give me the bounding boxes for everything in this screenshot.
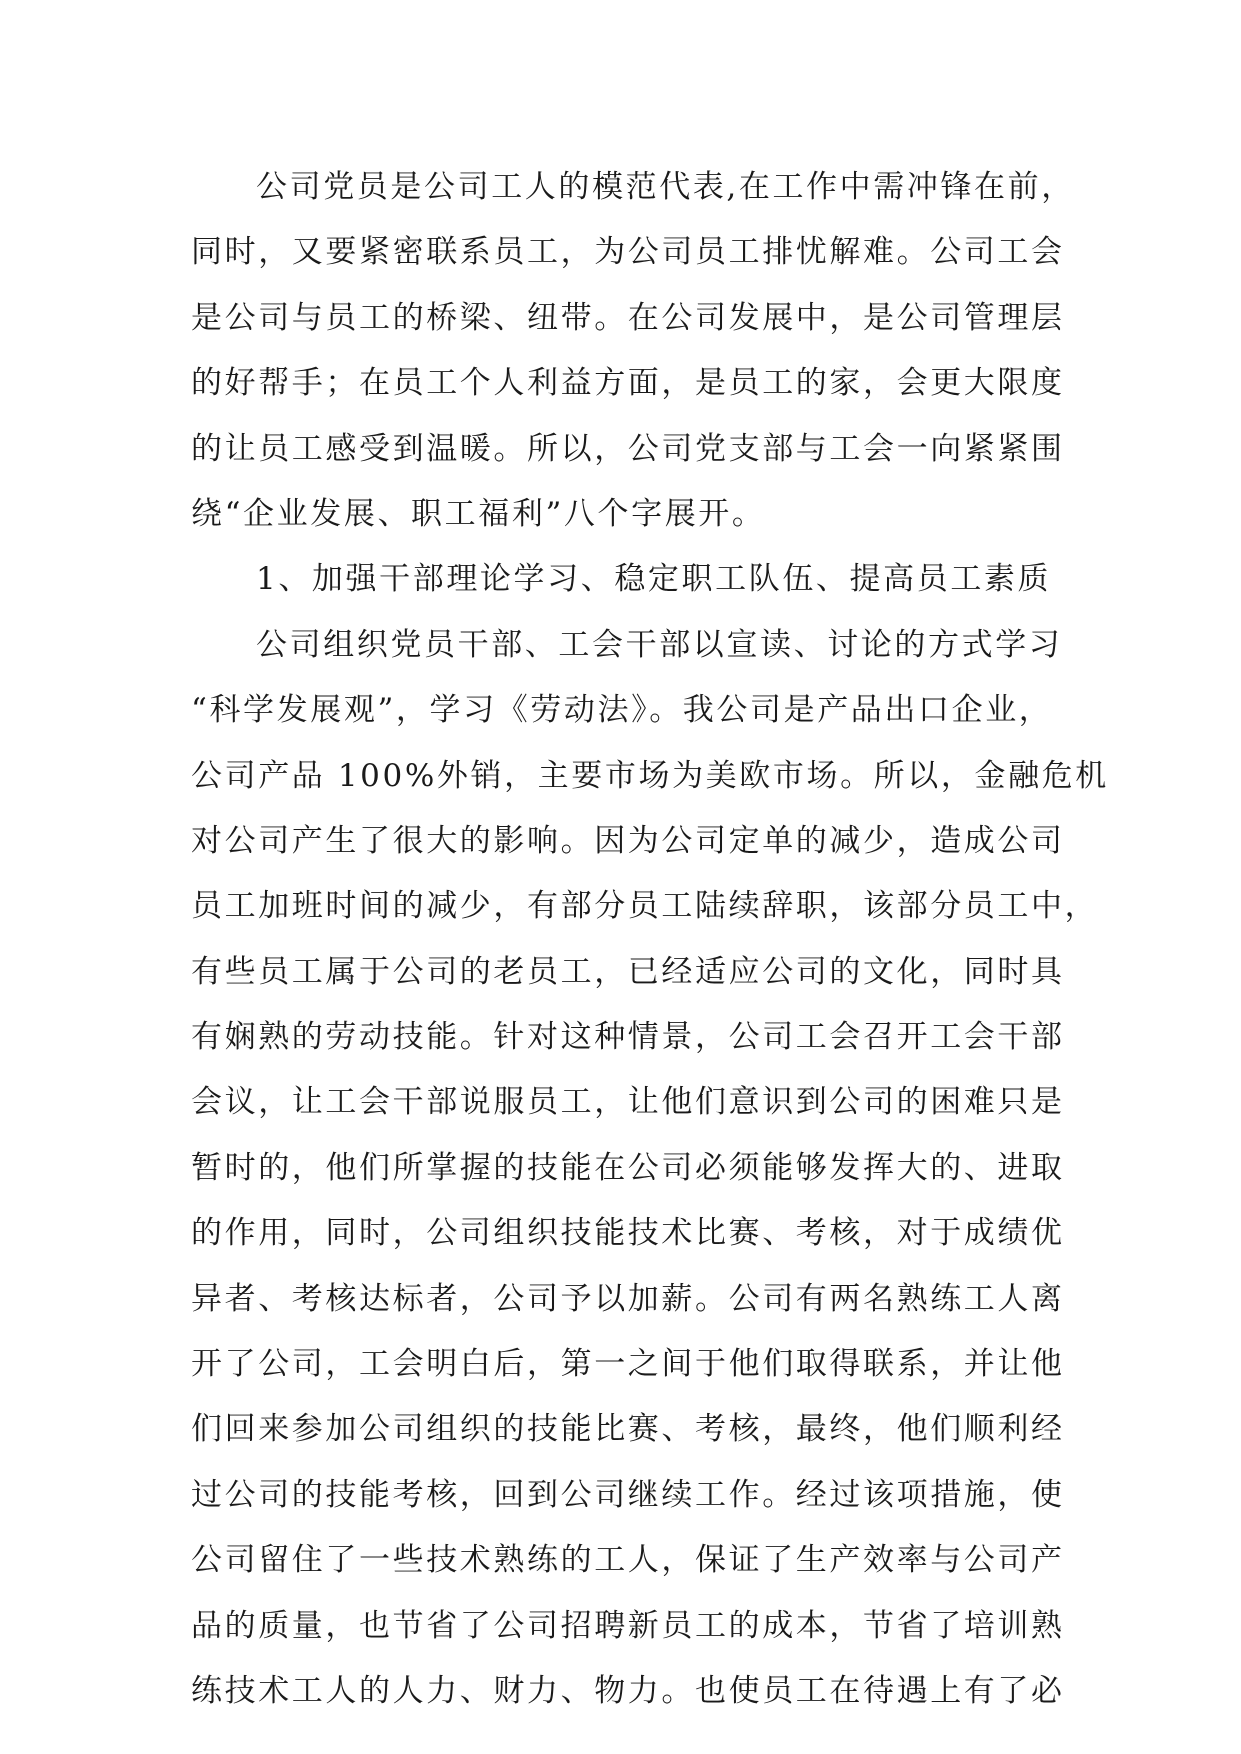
text-line: 的好帮手；在员工个人利益方面，是员工的家，会更大限度	[191, 365, 1065, 402]
text-line: 公司产品 100%外销，主要市场为美欧市场。所以，金融危机	[191, 757, 1109, 794]
text-line: 公司留住了一些技术熟练的工人，保证了生产效率与公司产	[191, 1542, 1065, 1579]
text-line: 暂时的，他们所掌握的技能在公司必须能够发挥大的、进取	[191, 1149, 1065, 1186]
text-line: 有些员工属于公司的老员工，已经适应公司的文化，同时具	[191, 953, 1065, 990]
text-line: 员工加班时间的减少，有部分员工陆续辞职，该部分员工中，	[191, 888, 1099, 925]
text-line: 们回来参加公司组织的技能比赛、考核，最终，他们顺利经	[191, 1411, 1065, 1448]
section-heading: 1、加强干部理论学习、稳定职工队伍、提高员工素质	[256, 561, 1052, 598]
text-line: 品的质量，也节省了公司招聘新员工的成本，节省了培训熟	[191, 1607, 1065, 1644]
text-line: 异者、考核达标者，公司予以加薪。公司有两名熟练工人离	[191, 1280, 1065, 1317]
text-line: 对公司产生了很大的影响。因为公司定单的减少，造成公司	[191, 822, 1065, 859]
text-line: 同时，又要紧密联系员工，为公司员工排忧解难。公司工会	[191, 234, 1065, 271]
text-line: 会议，让工会干部说服员工，让他们意识到公司的困难只是	[191, 1084, 1065, 1121]
text-line: 的作用，同时，公司组织技能技术比赛、考核，对于成绩优	[191, 1215, 1065, 1252]
text-line: 过公司的技能考核，回到公司继续工作。经过该项措施，使	[191, 1476, 1065, 1513]
paragraph-first-line: 公司党员是公司工人的模范代表,在工作中需冲锋在前，	[256, 169, 1075, 205]
text-line: 的让员工感受到温暖。所以，公司党支部与工会一向紧紧围	[191, 430, 1065, 467]
text-line: 是公司与员工的桥梁、纽带。在公司发展中，是公司管理层	[191, 299, 1065, 336]
text-line: 绕“企业发展、职工福利”八个字展开。	[191, 495, 766, 532]
paragraph-first-line: 公司组织党员干部、工会干部以宣读、讨论的方式学习	[256, 626, 1063, 663]
text-line: 有娴熟的劳动技能。针对这种情景，公司工会召开工会干部	[191, 1019, 1065, 1056]
text-line: 开了公司，工会明白后，第一之间于他们取得联系，并让他	[191, 1346, 1065, 1383]
text-line: 练技术工人的人力、财力、物力。也使员工在待遇上有了必	[191, 1672, 1065, 1709]
body-text	[191, 155, 1109, 1724]
text-line: “科学发展观”，学习《劳动法》。我公司是产品出口企业，	[191, 692, 1053, 729]
